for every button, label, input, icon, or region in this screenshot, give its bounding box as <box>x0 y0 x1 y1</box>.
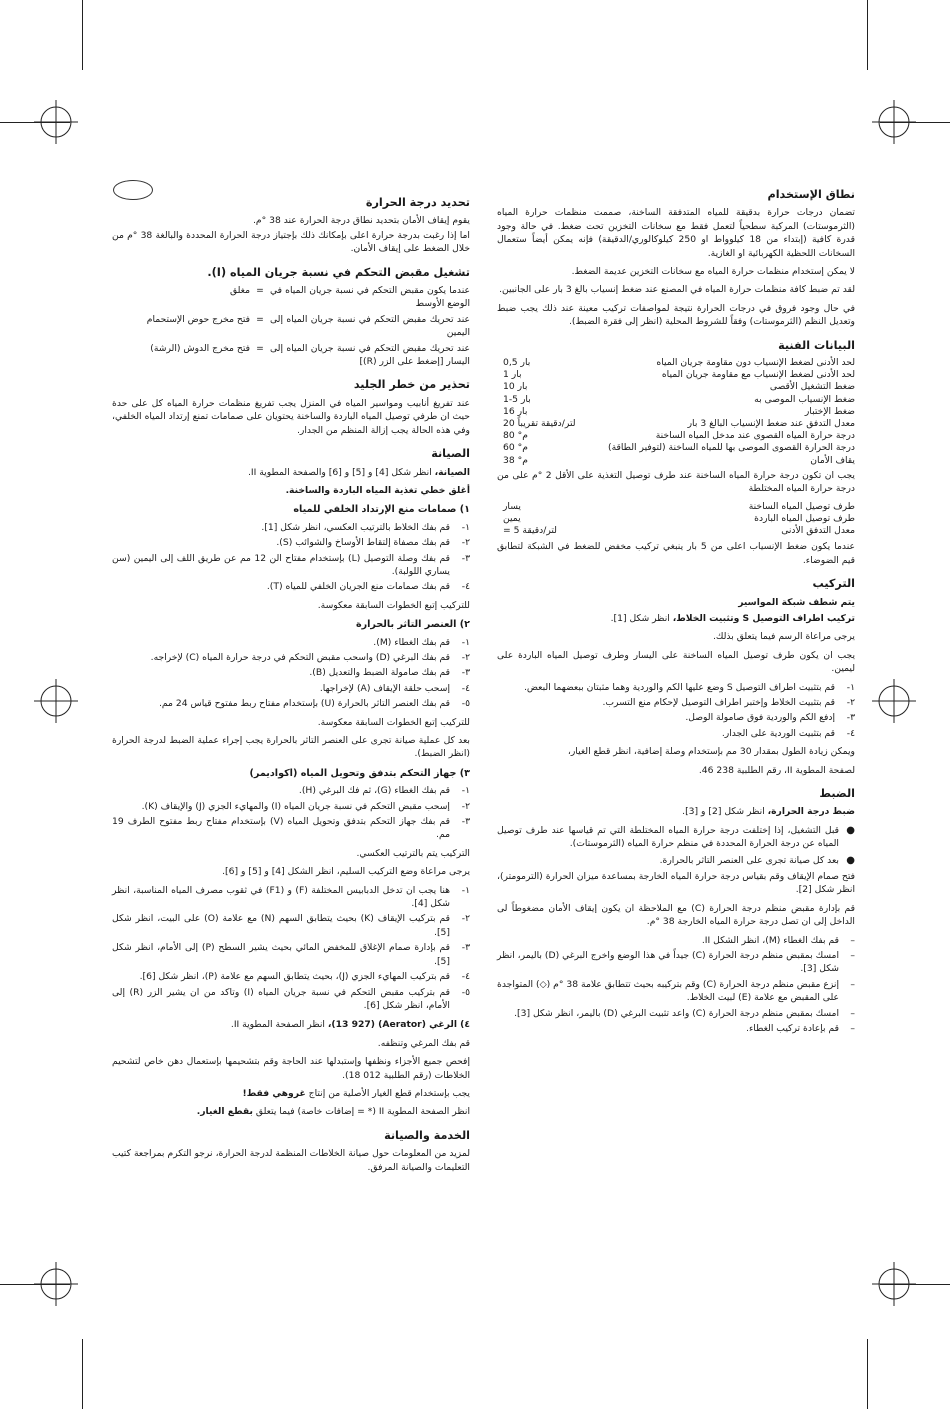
install-paragraph <box>497 612 855 625</box>
dash-marker: – <box>850 978 855 990</box>
step-number: ٣- <box>461 816 470 828</box>
step-text: قم بفك مصفاة إلتقاط الأوساخ والشوائب (S). <box>276 537 450 549</box>
spec-value: 0,5 بار <box>503 357 531 369</box>
list-item <box>497 1022 855 1035</box>
maint-paragraph: إفحص جميع الأجزاء ونظفها وإستبدلها عند الحاجة وقم بتشحيمها بإستعمال دهن خاص لتشحيم الخلاطات (رقم الطلبية 012 18). <box>112 1056 470 1081</box>
scope-paragraph: تضمان درجات حرارة بدقيقة للمياه المتدفقة الساخنة، صممت منظمات حرارة المياه (الثرموستات) المركبة سطحياً لتعمل فقط مع سخانات التخزين تحت ضغط. في حالة وجود قدرة كافية (إبتداء من 18 كيلوواط او 250 كيلوكالوري/الدقيقة) فإنه يمكن أيضاً ستعمال السخانات اللحظية الكهربائية او الغازية. <box>497 207 855 259</box>
step-text: قم بتركيب الإيقاف (K) بحيث يتطابق السهم (N) مع علامة (O) على البيت، انظر شكل [5]. <box>112 913 450 938</box>
install-paragraph: ويمكن زيادة الطول بمقدار 30 مم بإستخدام وصلة إضافية، انظر قطع الغيار، <box>567 746 855 758</box>
maint-text: انظر الصفحة المطوية II (* = إضافات خاصة) فيما يتعلق <box>253 1106 470 1118</box>
list-item <box>112 986 470 1013</box>
flow-row <box>112 284 470 311</box>
step-number: ٣- <box>461 552 470 564</box>
list-item <box>112 970 470 983</box>
step-text: قم بفك الغطاء (M). <box>373 636 450 648</box>
maint-s3-heading: ٣) جهاز التحكم بتدفق وتحويل المياه (اكواديمر) <box>249 767 470 779</box>
registration-mark-icon <box>872 679 916 723</box>
list-item <box>497 978 855 1005</box>
maint-paragraph: يرجى مراعاة وضع التركيب السليم، انظر الشكل [4] و [5] و [6]. <box>222 866 470 878</box>
flow-table <box>112 284 470 368</box>
dash-text: قم بإعادة تركيب الغطاء. <box>746 1023 839 1035</box>
flow-heading: تشغيل مقبض التحكم في نسبة جريان المياه (I). <box>207 265 470 279</box>
step-text: قم بفك جهاز التحكم بتدفق وتحويل المياه (V) بإستخدام مفتاح ربط مفتوح الطرف 19 مم. <box>112 816 450 841</box>
list-item <box>112 941 470 968</box>
crop-mark <box>82 0 83 70</box>
list-item <box>112 521 470 534</box>
dash-text: إنزع مقبض منظم درجة الحرارة (C) وقم بتركيبه بحيث تتطابق علامة 38 °م (◇) المتواجدة على المقبض مع علامة (E) لبيت الخلاط. <box>497 978 839 1004</box>
step-number: ٢- <box>461 537 470 549</box>
list-item <box>497 711 855 724</box>
adjust-heading: الضبط <box>819 787 855 800</box>
list-item <box>497 1007 855 1020</box>
flow-result: مغلق <box>229 285 250 297</box>
spec-label: درجة الحرارة القصوى الموصى بها للمياه الساخنة (لتوفير الطاقة) <box>607 442 855 454</box>
bullet-text: بعد كل صيانة تجرى على العنصر التاثر بالحرارة. <box>659 854 839 866</box>
spec-row <box>497 442 855 454</box>
step-text: إسحب مقبض التحكم في نسبة جريان المياه (I) والمهايء الجزي (J) والإيقاف (K). <box>141 800 450 812</box>
spec-value: 10 بار <box>503 381 528 393</box>
scope-heading: نطاق الإستخدام <box>767 188 855 201</box>
step-number: ٥- <box>461 698 470 710</box>
flow-condition: عندما يكون مقبض التحكم في نسبة جريان المياه في الوضع الأوسط <box>270 285 470 310</box>
install-heading: التركيب <box>812 577 855 591</box>
list-item <box>112 800 470 813</box>
maint-s1-steps <box>112 521 470 594</box>
step-number: ٤- <box>461 581 470 593</box>
tech-spec-table <box>497 357 855 467</box>
maint-paragraph: أغلق خطي تغذية المياه الباردة والساخنة. <box>285 484 470 496</box>
flow-equals: = <box>256 342 264 354</box>
limit-heading: تحديد درجة الحرارة <box>365 196 470 209</box>
list-item <box>112 912 470 939</box>
bullet-icon: ● <box>846 824 855 836</box>
spec-label: لحد الأدنى لضغط الإنسياب دون مقاومة جريان المياه <box>656 357 855 369</box>
adjust-paragraph: قم بإدارة مقبض منظم درجة الحرارة (C) مع الملاحظة ان يكون إيقاف الأمان مضغوطاً لى الداخل إلى ان تصل درجة حرارة المياه الخارجة 38 °م. <box>497 902 856 928</box>
scope-paragraph: في حال وجود فروق في درجات الحرارة نتيجة لمواصفات تركيب معينة عند ذلك يجب ضبط وتعديل النظم (الثرموستات) وفقاً للشروط المحلية (انظر إلى فقرة الضبط). <box>497 302 855 328</box>
step-text: قم بتركيب مقبض التحكم في نسبة جريان المياه (I) وتاكد من ان يشير الزر (R) إلى الأمام، انظر شكل [6]. <box>112 986 451 1011</box>
dash-marker: – <box>850 950 855 962</box>
list-item <box>112 666 470 679</box>
step-text: إدفع الكم والوردية فوق صامولة الوصل. <box>685 712 835 724</box>
install-bold: تركيب اطراف التوصيل S وتثبيت الخلاط، <box>672 612 855 624</box>
maint-s4-ref: انظر الصفحة المطوية II. <box>230 1019 328 1031</box>
step-number: ٣- <box>846 712 855 724</box>
spec-value: 20 لتر/دقيقة تقريباً <box>503 418 576 430</box>
step-text: قم بفك صامولة الضبط والتعديل (B). <box>309 667 450 679</box>
scope-paragraph: لا يمكن إستخدام منظمات حرارة المياه مع سخانات التخزين عديمة الضغط. <box>571 266 855 278</box>
dash-marker: – <box>850 1023 855 1035</box>
list-item <box>497 681 855 694</box>
list-item <box>112 697 470 710</box>
step-text: قم بفك الخلاط بالترتيب العكسي، انظر شكل [1]. <box>261 521 450 533</box>
service-heading: الخدمة والصيانة <box>384 1128 470 1142</box>
install-ref: انظر شكل [1]. <box>610 612 673 624</box>
maint-bold: بقطع الغيار. <box>196 1106 253 1118</box>
flow-condition: عند تحريك مقبض التحكم في نسبة جريان المياه إلى اليسار [إضغط على الزر (R)] <box>270 342 470 368</box>
spec-label: معدل التدفق عند ضغط الإنسياب البالغ 3 بار <box>687 418 855 430</box>
spec-row <box>497 455 855 467</box>
maint-paragraph: بعد كل عملية صيانة تجرى على العنصر التاثر بالحرارة يجب إجراء عملية الضبط لدرجة الحرارة (انظر الضبط). <box>112 735 470 760</box>
step-number: ٢- <box>461 651 470 663</box>
maint-heading: الصيانة <box>431 447 470 461</box>
tech-spec-table-2 <box>497 501 855 538</box>
maint-bold: الصيانة، <box>434 466 470 478</box>
maint-s2-heading: ٢) العنصر التاثر بالحرارة <box>355 619 470 631</box>
adjust-steps <box>497 934 855 1036</box>
spec-value: 38 °م <box>503 454 528 466</box>
spec-row <box>497 381 855 393</box>
spec-label: طرف توصيل المياه الساخنة <box>748 500 855 512</box>
step-number: ١- <box>461 785 470 797</box>
maint-s2-steps <box>112 636 470 711</box>
step-number: ١- <box>461 636 470 648</box>
spec-row <box>497 525 855 537</box>
registration-mark-icon <box>34 679 78 723</box>
maint-s4-heading <box>112 1018 470 1031</box>
spec-value: 16 بار <box>503 405 528 417</box>
maint-bold: غروهي فقط! <box>242 1087 306 1099</box>
flow-equals: = <box>256 313 264 325</box>
maint-paragraph <box>112 1087 470 1100</box>
frost-heading: تحذير من خطر الجليد <box>353 378 470 392</box>
dash-marker: – <box>850 934 855 946</box>
install-paragraph: يرجى مراعاة الرسم فيما يتعلق بذلك. <box>712 631 855 643</box>
maint-paragraph: للتركيب إتبع الخطوات السابقة معكوسة. <box>317 716 470 728</box>
step-number: ٥- <box>461 986 470 998</box>
spec-label: يقاف الأمان <box>810 454 855 466</box>
maint-text: يجب بإستخدام قطع الغيار الأصلية من إنتاج <box>305 1087 470 1099</box>
list-item <box>497 854 855 867</box>
spec-value: 1 بار <box>503 369 522 381</box>
adjust-sub <box>497 805 855 818</box>
list-item <box>497 934 855 947</box>
right-column <box>497 178 855 1038</box>
adjust-sub-bold: ضبط درجة الحرارة، <box>767 806 855 818</box>
registration-mark-icon <box>34 1262 78 1306</box>
step-text: قم بتثبيت الوردية على الجدار. <box>721 727 835 739</box>
flow-condition: عند تحريك مقبض التحكم في نسبة جريان المياه إلى اليمين <box>270 313 470 339</box>
spec-label: طرف توصيل المياه الباردة <box>754 512 855 524</box>
registration-mark-icon <box>872 1262 916 1306</box>
step-number: ٣- <box>461 942 470 954</box>
list-item <box>112 884 470 911</box>
maint-ref: انظر شكل [4] و [5] و [6] والصفحة المطوية II. <box>247 466 435 478</box>
limit-paragraph: اما إذا رغبت بدرجة حرارة اعلى بإمكانك ذلك بإجتياز درجة الحرارة المحددة والبالغة 38 °م من خلال الضغط على إيقاف الأمان. <box>112 229 470 255</box>
step-text: قم بتثبيت اطراف التوصيل S وضع عليها الكم والوردية وهما مثبتان ببعضهما البعض. <box>523 681 835 693</box>
spec-label: ضغط التشغيل الأقصى <box>769 381 855 393</box>
list-item <box>112 784 470 797</box>
step-text: قم بفك الغطاء (G)، ثم فك البرغي (H). <box>298 785 450 797</box>
flow-row <box>112 313 470 340</box>
bullet-icon: ● <box>846 854 855 866</box>
adjust-sub-ref: انظر شكل [2] و [3]. <box>682 806 768 818</box>
spec-label: لحد الأدنى لضغط الإنسياب مع مقاومة جريان المياه <box>661 369 855 381</box>
step-number: ١- <box>461 521 470 533</box>
list-item <box>497 696 855 709</box>
spec-row <box>497 369 855 381</box>
list-item <box>497 727 855 740</box>
step-number: ٤- <box>461 971 470 983</box>
list-item <box>112 682 470 695</box>
step-text: إسحب حلقة الإيقاف (A) لإخراجها. <box>319 682 450 694</box>
list-item <box>112 815 470 842</box>
spec-label: ضغط الإنسياب الموصى به <box>754 393 855 405</box>
step-number: ٢- <box>461 800 470 812</box>
flow-result: فتح مخرج الدوش (الرشة) <box>150 342 250 354</box>
step-number: ٤- <box>461 682 470 694</box>
step-number: ١- <box>461 884 470 896</box>
crop-mark <box>867 0 868 70</box>
limit-paragraph: يقوم إيقاف الأمان بتحديد نطاق درجة الحرارة عند 38 °م. <box>252 215 470 227</box>
spec-row <box>497 501 855 513</box>
spec-value: يمين <box>503 512 521 524</box>
step-number: ١- <box>846 681 855 693</box>
spec-row <box>497 357 855 369</box>
tech-heading: البيانات الفنية <box>778 338 855 352</box>
spec-value: = 5 لتر/دقيقة <box>503 525 557 537</box>
spec-label: معدل التدفق الأدنى <box>781 525 855 537</box>
step-number: ٢- <box>461 913 470 925</box>
flow-result: فتح مخرج حوض الإستحمام <box>146 313 250 325</box>
step-text: قم بإدارة صمام الإغلاق للمخفض المائي بحيث يشير السطح (P) إلى الأمام، انظر شكل [5]. <box>112 942 450 967</box>
bullet-text: قبل التشغيل، إذا إختلفت درجة حرارة المياه المختلطة التي تم قياسها عند طرف توصيل المياه عن درجة الحرارة المحددة في منظم حرارة المياه (الثرموستات). <box>497 824 839 850</box>
list-item <box>497 949 855 976</box>
dash-marker: – <box>850 1007 855 1019</box>
spec-row <box>497 430 855 442</box>
dash-text: قم بفك الغطاء (M)، انظر الشكل II. <box>701 934 839 946</box>
step-text: قم بفك وصلة التوصيل (L) بإستخدام مفتاح الن 12 مم عن طريق اللف إلى اليمين (سن يساري اللولبة). <box>112 552 450 577</box>
dash-text: امسك بمقبض منظم درجة الحرارة (C) واعد تثبيت البرغي (D) باليمر، انظر شكل [3]. <box>514 1007 839 1019</box>
spec-value: 60 °م <box>503 442 528 454</box>
flow-row <box>112 342 470 369</box>
step-number: ٤- <box>846 727 855 739</box>
list-item <box>112 536 470 549</box>
tech-note: عندما يكون ضغط الإنسياب اعلى من 5 بار ينبغي تركيب مخفض للضغط في الشبكة لتطابق قيم الضوضاء. <box>497 541 855 566</box>
frost-paragraph: عند تفريغ أنابيب ومواسير المياه في المنزل يجب تفريغ منظمات حرارة المياه كل على حدة حيث ان طرفي توصيل المياه الباردة والساخنة يحتويان على صمامات تمنع إرتداد المياه الخلفي، وفي هذه الحالة يجب إزالة المنظم من الجدار. <box>112 397 470 436</box>
spec-row <box>497 418 855 430</box>
maint-paragraph: التركيب يتم بالترتيب العكسي. <box>356 847 470 859</box>
maint-paragraph <box>112 1105 470 1118</box>
step-text: قم بفك العنصر التاثر بالحرارة (U) بإستخدام مفتاح ربط مفتوح قياس 24 مم. <box>159 698 450 710</box>
step-text: قم بفك صمامات منع الجريان الخلفي للمياه (T). <box>266 581 450 593</box>
step-number: ٢- <box>846 696 855 708</box>
list-item <box>112 580 470 593</box>
spec-value: 80 °م <box>503 430 528 442</box>
maint-paragraph: قم بفك المرغي وتنظفه. <box>377 1037 470 1049</box>
list-item <box>497 824 855 851</box>
install-paragraph: لصفحة المطوية II، رقم الطلبية 238 46. <box>698 764 855 776</box>
registration-mark-icon <box>34 100 78 144</box>
crop-mark <box>867 1339 868 1409</box>
flow-equals: = <box>256 285 264 297</box>
list-item <box>112 636 470 649</box>
tech-note: يجب ان تكون درجة حرارة المياه الساخنة عند طرف توصيل التغذية على الأقل 2 °م على من درجة حرارة المياه المختلطة <box>497 469 855 495</box>
spec-row <box>497 406 855 418</box>
step-text: هنا يجب ان تدخل الدبابيس المختلفة (F) و (F1) في ثقوب مصرف المياه المناسبة، انظر شكل [4]. <box>112 884 450 910</box>
registration-mark-icon <box>872 100 916 144</box>
install-subheading: يتم شطف شبكة المواسير <box>738 596 855 608</box>
spec-row <box>497 513 855 525</box>
install-paragraph: يجب ان يكون طرف توصيل المياه الساخنة على اليسار وطرف توصيل المياه الباردة على ليمين. <box>497 649 855 675</box>
spec-label: درجة حرارة المياه القصوى عند مدخل المياه الساخنة <box>655 430 855 442</box>
dash-text: امسك بمقبض منظم درجة الحرارة (C) جيداً في هذا الوضع واخرج البرغي (D) باليمر، انظر شكل [3]. <box>497 950 839 975</box>
spec-row <box>497 394 855 406</box>
spec-label: ضغط الإختبار <box>804 405 855 417</box>
service-paragraph: لمزيد من المعلومات حول صيانة الخلاطات المنظمة لدرجة الحرارة، نرجو التكرم بمراجعة كتيب التعليمات والصيانة المرفق. <box>112 1148 470 1173</box>
maint-paragraph <box>112 466 470 479</box>
maint-s3-steps-2 <box>112 884 470 1013</box>
step-number: ٣- <box>461 667 470 679</box>
spec-value: 1-5 بار <box>503 393 531 405</box>
maint-s4-bold: ٤) الرغي (Aerator) (13 927)، <box>327 1019 470 1031</box>
maint-paragraph: للتركيب إتبع الخطوات السابقة معكوسة. <box>317 599 470 611</box>
spec-value: يسار <box>503 500 521 512</box>
step-text: قم بتثبيت الخلاط وإختبر اطراف التوصيل لإحكام منع التسرب. <box>602 696 835 708</box>
list-item <box>112 552 470 579</box>
scope-paragraph: لقد تم ضبط كافة منظمات حرارة المياه في المصنع عند ضغط إنسياب بالغ 3 بار على الجانبين. <box>499 284 855 296</box>
step-text: قم بفك البرغي (D) واسحب مقبض التحكم في درجة حرارة المياه (C) لإخراجه. <box>150 651 450 663</box>
left-column <box>112 196 470 1179</box>
crop-mark <box>82 1339 83 1409</box>
install-steps <box>497 681 855 741</box>
step-text: قم بتركيب المهايء الجزي (J)، بحيث يتطابق السهم مع علامة (P)، انظر شكل [6]. <box>139 971 450 983</box>
maint-s1-heading: ١) صمامات منع الإرتداد الخلفي للمياه <box>293 504 470 516</box>
adjust-paragraph: فتح صمام الإيقاف وقم بقياس درجة حرارة المياه الخارجة بمساعدة ميزان الحرارة (الترمومتر)، انظر شكل [2]. <box>497 871 855 896</box>
maint-s3-steps <box>112 784 470 842</box>
list-item <box>112 651 470 664</box>
